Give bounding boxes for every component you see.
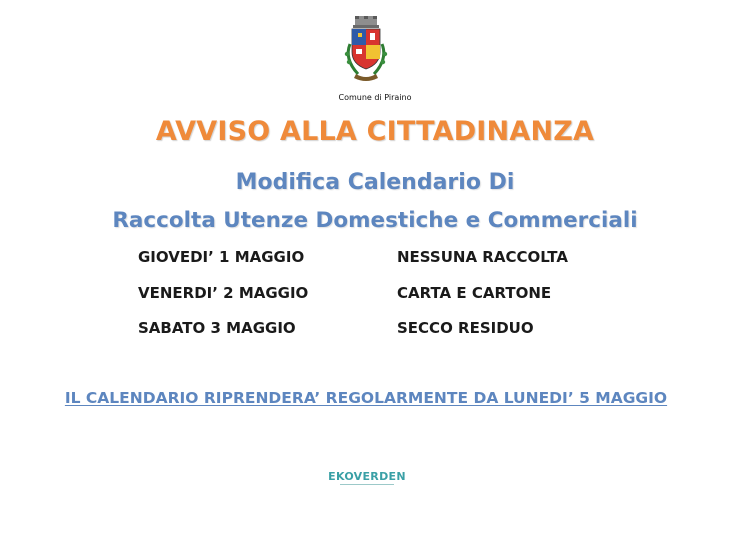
resume-notice: IL CALENDARIO RIPRENDERA’ REGOLARMENTE DA LUNEDI’ 5 MAGGIO	[64, 389, 668, 407]
coat-of-arms-icon	[338, 14, 394, 84]
logo-underline	[340, 484, 394, 485]
company-logo-text: EKOVERDEN	[328, 470, 406, 483]
schedule-day: VENERDI’ 2 MAGGIO	[138, 283, 309, 302]
schedule-day: GIOVEDI’ 1 MAGGIO	[138, 248, 305, 266]
schedule-collection: CARTA E CARTONE	[397, 283, 552, 302]
schedule-row	[138, 248, 618, 284]
company-logo	[322, 470, 412, 490]
schedule-collection: NESSUNA RACCOLTA	[397, 248, 568, 266]
subtitle-line-2: Raccolta Utenze Domestiche e Commerciali	[112, 208, 638, 233]
schedule-row	[138, 319, 618, 355]
municipality-name: Comune di Piraino	[338, 93, 412, 102]
page-title: AVVISO ALLA CITTADINANZA	[155, 116, 595, 147]
schedule-day: SABATO 3 MAGGIO	[138, 319, 296, 337]
schedule-collection: SECCO RESIDUO	[397, 319, 534, 337]
collection-schedule	[138, 248, 618, 355]
schedule-row	[138, 284, 618, 320]
subtitle-line-1: Modifica Calendario Di	[235, 170, 515, 195]
